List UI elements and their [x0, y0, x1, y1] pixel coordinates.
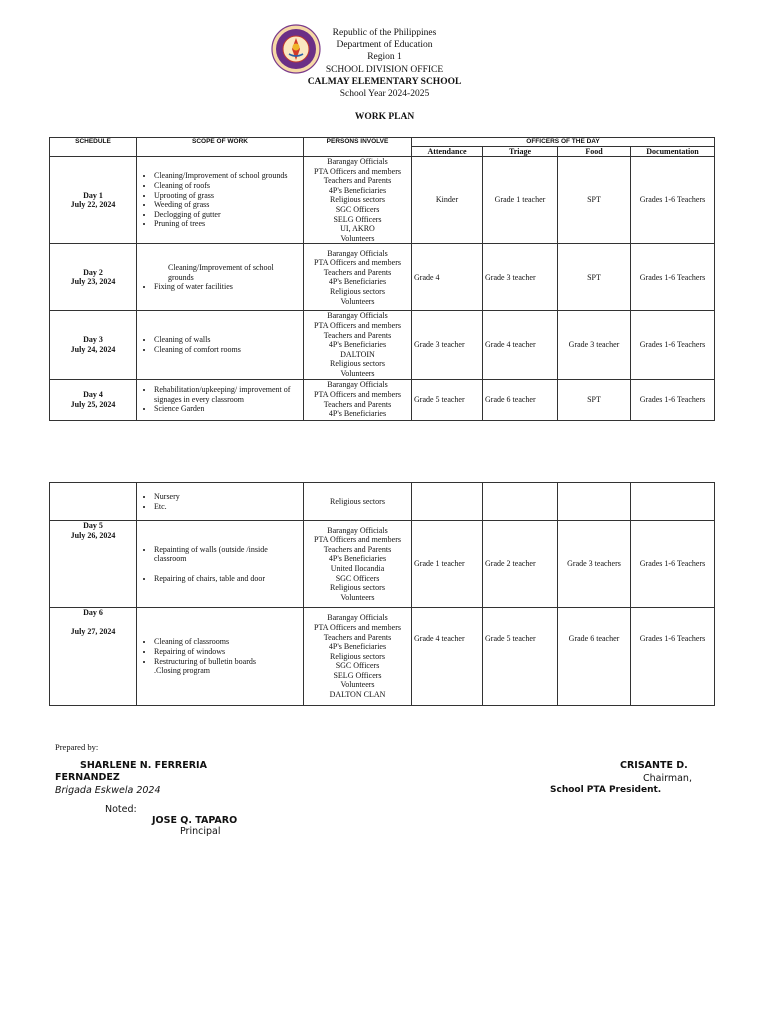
person-entry: PTA Officers and members	[314, 320, 401, 330]
food-cell: Grade 3 teacher	[558, 311, 631, 379]
day-label: Day 1	[83, 190, 103, 200]
person-entry: Barangay Officials	[327, 248, 388, 258]
day-date: July 22, 2024	[70, 200, 116, 210]
person-entry: SGC Officers	[335, 204, 380, 214]
person-entry: Teachers and Parents	[323, 267, 392, 277]
person-entry: Religious sectors	[330, 583, 385, 593]
schedule-cell	[50, 157, 137, 244]
letterhead	[200, 27, 569, 100]
scope-cell	[137, 244, 304, 311]
list-item: • Declogging of gutter	[154, 210, 301, 220]
person-entry: DALTON CLAN	[329, 690, 386, 700]
person-entry: United Ilocandia	[330, 564, 385, 573]
triage-cell: Grade 4 teacher	[483, 311, 558, 379]
schedule-cell	[50, 483, 137, 521]
col-header-schedule: SCHEDULE	[50, 138, 137, 157]
scope-cell	[137, 608, 304, 706]
day-date: July 25, 2024	[70, 399, 116, 409]
day-label: Day 2	[83, 267, 103, 277]
list-item: • Restructuring of bulletin boards	[154, 657, 301, 667]
persons-cell	[304, 311, 412, 379]
person-entry: Religious sectors	[330, 651, 385, 661]
person-entry: Religious sectors	[330, 496, 385, 506]
food-cell	[558, 483, 631, 521]
food-cell: SPT	[558, 157, 631, 244]
scope-text: Cleaning/Improvement of school grounds	[168, 262, 274, 282]
persons-cell	[304, 244, 412, 311]
person-entry: Barangay Officials	[327, 525, 388, 535]
header-school: CALMAY ELEMENTARY SCHOOL	[307, 76, 462, 87]
person-entry: Teachers and Parents	[323, 330, 392, 340]
list-item: • Pruning of trees	[154, 219, 301, 229]
table-row	[50, 244, 715, 311]
person-entry: Teachers and Parents	[323, 176, 392, 186]
attendance-cell: Kinder	[412, 157, 483, 244]
person-entry: SGC Officers	[335, 661, 380, 671]
list-item: • Cleaning of comfort rooms	[154, 345, 301, 355]
person-entry: Teachers and Parents	[323, 544, 392, 554]
signatory-role-2b: School PTA President.	[550, 785, 662, 795]
person-entry: SELG Officers	[333, 214, 382, 224]
attendance-cell: Grade 5 teacher	[412, 379, 483, 420]
list-item: • Repairing of windows	[154, 647, 301, 657]
person-entry: 4P's Beneficiaries	[328, 642, 387, 652]
person-entry: Barangay Officials	[327, 613, 388, 623]
persons-cell	[304, 483, 412, 521]
list-item: • Uprooting of grass	[154, 191, 301, 201]
col-header-triage: Triage	[483, 147, 558, 157]
food-cell: SPT	[558, 379, 631, 420]
food-cell: Grade 3 teachers	[558, 521, 631, 608]
scope-cell	[137, 483, 304, 521]
day-label: Day 5	[83, 521, 103, 530]
person-entry: PTA Officers and members	[314, 535, 401, 545]
day-date: July 26, 2024	[70, 530, 116, 540]
col-header-scope: SCOPE OF WORK	[137, 138, 304, 157]
table-row	[50, 483, 715, 521]
principal-title: Principal	[180, 826, 221, 837]
signatory-name-2: CRISANTE D.	[620, 760, 688, 771]
list-item: • Science Garden	[154, 404, 301, 414]
persons-cell	[304, 379, 412, 420]
list-item: • Fixing of water facilities	[154, 282, 301, 292]
person-entry: Barangay Officials	[327, 311, 388, 321]
person-entry: 4P's Beneficiaries	[328, 340, 387, 350]
persons-cell	[304, 157, 412, 244]
attendance-cell: Grade 4	[412, 244, 483, 311]
person-entry: PTA Officers and members	[314, 258, 401, 268]
person-entry: Barangay Officials	[327, 380, 388, 390]
scope-cell	[137, 311, 304, 379]
attendance-cell: Grade 1 teacher	[412, 521, 483, 608]
list-item: • Etc.	[154, 502, 301, 512]
work-plan-table-continued	[49, 482, 715, 706]
col-header-food: Food	[558, 147, 631, 157]
documentation-cell	[631, 483, 715, 521]
scope-cell	[137, 157, 304, 244]
person-entry: DALTOIN	[340, 349, 375, 359]
header-region: Region 1	[367, 52, 402, 63]
persons-cell	[304, 608, 412, 706]
header-department: Department of Education	[336, 40, 433, 51]
triage-cell: Grade 5 teacher	[483, 608, 558, 706]
table-row	[50, 608, 715, 706]
person-entry: 4P's Beneficiaries	[328, 409, 387, 419]
person-entry: PTA Officers and members	[314, 389, 401, 399]
person-entry: 4P's Beneficiaries	[328, 277, 387, 287]
list-item: • Cleaning of walls	[154, 335, 301, 345]
document-title: WORK PLAN	[354, 112, 415, 122]
triage-cell: Grade 6 teacher	[483, 379, 558, 420]
documentation-cell: Grades 1-6 Teachers	[631, 244, 715, 311]
person-entry: Teachers and Parents	[323, 399, 392, 409]
schedule-cell	[50, 244, 137, 311]
person-entry: PTA Officers and members	[314, 166, 401, 176]
person-entry: 4P's Beneficiaries	[328, 554, 387, 564]
person-entry: Religious sectors	[330, 359, 385, 369]
person-entry: Volunteers	[340, 680, 375, 690]
person-entry: Religious sectors	[330, 195, 385, 205]
header-country: Republic of the Philippines	[332, 28, 437, 38]
list-item: • Cleaning/Improvement of school grounds	[154, 171, 301, 181]
list-item: • Cleaning of roofs	[154, 181, 301, 191]
header-school-year: School Year 2024-2025	[339, 89, 430, 100]
work-plan-table	[49, 137, 715, 421]
person-entry: SGC Officers	[335, 573, 380, 583]
signatory-role-1: Brigada Eskwela 2024	[55, 785, 161, 796]
attendance-cell: Grade 3 teacher	[412, 311, 483, 379]
list-item: • Repainting of walls (outside /inside classroom	[154, 545, 301, 564]
schedule-cell	[50, 311, 137, 379]
signatory-role-2: Chairman,	[643, 773, 692, 784]
attendance-cell: Grade 4 teacher	[412, 608, 483, 706]
noted-label: Noted:	[105, 804, 137, 815]
col-header-documentation: Documentation	[631, 147, 715, 157]
day-date: July 24, 2024	[70, 344, 116, 354]
signatory-name-1-continued: FERNANDEZ	[55, 772, 120, 783]
col-header-attendance: Attendance	[412, 147, 483, 157]
person-entry: Volunteers	[340, 233, 375, 243]
col-header-persons: PERSONS INVOLVE	[304, 138, 412, 157]
list-item: .Closing program	[154, 666, 210, 676]
triage-cell: Grade 3 teacher	[483, 244, 558, 311]
attendance-cell	[412, 483, 483, 521]
documentation-cell: Grades 1-6 Teachers	[631, 157, 715, 244]
table-row	[50, 379, 715, 420]
food-cell: SPT	[558, 244, 631, 311]
triage-cell: Grade 1 teacher	[483, 157, 558, 244]
documentation-cell: Grades 1-6 Teachers	[631, 311, 715, 379]
person-entry: PTA Officers and members	[314, 622, 401, 632]
table-row	[50, 521, 715, 608]
person-entry: Volunteers	[340, 368, 375, 378]
person-entry: Volunteers	[340, 592, 375, 602]
list-item: • Repairing of chairs, table and door	[154, 574, 301, 584]
food-cell: Grade 6 teacher	[558, 608, 631, 706]
persons-cell	[304, 521, 412, 608]
person-entry: SELG Officers	[333, 670, 382, 680]
schedule-cell	[50, 379, 137, 420]
person-entry: Barangay Officials	[327, 157, 388, 166]
day-label: Day 3	[83, 335, 103, 345]
scope-cell	[137, 521, 304, 608]
spacer	[154, 564, 301, 574]
triage-cell: Grade 2 teacher	[483, 521, 558, 608]
header-division: SCHOOL DIVISION OFFICE	[325, 64, 444, 75]
day-label: Day 4	[83, 389, 103, 399]
person-entry: Volunteers	[340, 296, 375, 306]
documentation-cell: Grades 1-6 Teachers	[631, 608, 715, 706]
signatory-name-1: SHARLENE N. FERRERIA	[80, 760, 207, 771]
table-row	[50, 311, 715, 379]
person-entry: Teachers and Parents	[323, 632, 392, 642]
person-entry: 4P's Beneficiaries	[328, 185, 387, 195]
day-date: July 23, 2024	[70, 277, 116, 287]
table-row	[50, 157, 715, 244]
list-item: • Rehabilitation/upkeeping/ improvement of signages in every classroom	[154, 385, 301, 404]
documentation-cell: Grades 1-6 Teachers	[631, 379, 715, 420]
col-header-officers: OFFICERS OF THE DAY	[412, 138, 715, 147]
person-entry: UI, AKRO	[340, 224, 375, 234]
list-item: • Nursery	[154, 492, 301, 502]
list-item: • Cleaning of classrooms	[154, 637, 301, 647]
list-item: • Weeding of grass	[154, 200, 301, 210]
principal-name: JOSE Q. TAPARO	[152, 815, 238, 826]
person-entry: Religious sectors	[330, 286, 385, 296]
schedule-cell	[50, 521, 137, 608]
documentation-cell: Grades 1-6 Teachers	[631, 521, 715, 608]
schedule-cell	[50, 608, 137, 706]
triage-cell	[483, 483, 558, 521]
prepared-by-label: Prepared by:	[55, 742, 99, 752]
day-date: July 27, 2024	[70, 626, 116, 636]
scope-cell	[137, 379, 304, 420]
day-label: Day 6	[83, 608, 103, 617]
